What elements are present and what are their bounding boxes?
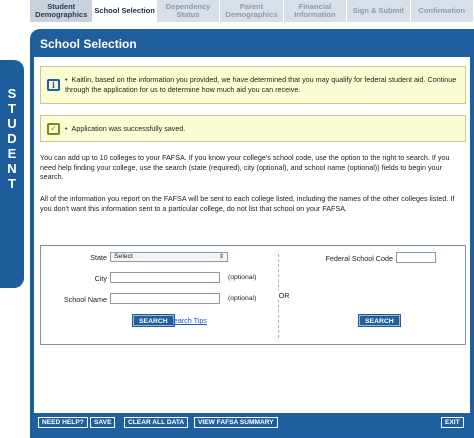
search-tips-link[interactable]: Search Tips <box>169 316 207 325</box>
side-letter: T <box>8 101 16 116</box>
need-help-button[interactable]: NEED HELP? <box>38 417 88 428</box>
tab-parent-demographics[interactable]: Parent Demographics <box>220 0 283 22</box>
federal-school-code-label: Federal School Code <box>325 254 393 263</box>
info-icon: i <box>47 79 60 91</box>
tab-sign-submit[interactable]: Sign & Submit <box>347 0 410 22</box>
clear-all-data-button[interactable]: CLEAR ALL DATA <box>124 417 188 428</box>
search-button[interactable]: SEARCH <box>133 315 174 326</box>
school-name-optional-label: (optional) <box>228 295 257 302</box>
city-optional-label: (optional) <box>228 274 257 281</box>
side-letter: S <box>7 86 17 101</box>
state-select[interactable]: Select ⇕ <box>110 252 228 262</box>
tab-student-demographics[interactable]: Student Demographics <box>30 0 93 22</box>
tab-dependency-status[interactable]: Dependency Status <box>157 0 220 22</box>
school-name-input[interactable] <box>110 293 220 304</box>
state-label: State <box>90 253 107 262</box>
city-label: City <box>94 274 107 283</box>
chevron-updown-icon: ⇕ <box>218 254 224 260</box>
tab-school-selection[interactable]: School Selection <box>93 0 156 22</box>
instructions-paragraph-2: All of the information you report on the FAFSA will be sent to each college listed, including the names of the other colleges listed. If you don't want this information sent to a particular college, do not list that school on your FAFSA. <box>40 194 455 213</box>
student-section-label <box>0 60 24 288</box>
main-frame <box>30 29 474 438</box>
check-icon: ✓ <box>47 123 60 135</box>
progress-tabs <box>30 0 474 22</box>
side-letter: U <box>7 116 17 131</box>
side-letter: N <box>7 161 17 176</box>
federal-school-code-input[interactable] <box>396 252 436 263</box>
city-input[interactable] <box>110 272 220 283</box>
exit-button[interactable]: EXIT <box>441 417 464 428</box>
instructions-paragraph-1: You can add up to 10 colleges to your FAFSA. If you know your college's school code, use the option to the right to search. If you need help finding your college, use the search (state (required), city (optional), and school name (optional)) fields to begin your search. <box>40 153 450 181</box>
save-button[interactable]: SAVE <box>90 417 115 428</box>
tab-financial-information[interactable]: Financial Information <box>284 0 347 22</box>
tab-confirmation[interactable]: Confirmation <box>411 0 474 22</box>
info-message: i • Kaitlin, based on the information you provided, we have determined that you may qualify for federal student aid. Continue through the application for us to determine how much aid you can receive. <box>40 66 466 104</box>
info-message-text: Kaitlin, based on the information you provided, we have determined that you may qualify for federal student aid. Continue through the application for us to determine how much aid you can receive. <box>65 75 457 94</box>
content-panel <box>34 57 470 429</box>
side-letter: D <box>7 131 17 146</box>
saved-message-text: Application was successfully saved. <box>71 123 186 133</box>
page-title: School Selection <box>40 37 137 51</box>
school-search-panel <box>40 245 466 345</box>
side-letter: E <box>7 146 17 161</box>
side-letter: T <box>8 176 16 191</box>
or-label: OR <box>274 291 294 300</box>
footer-bar <box>34 413 470 431</box>
saved-message: ✓ • Application was successfully saved. <box>40 115 466 142</box>
school-name-label: School Name <box>63 295 107 304</box>
code-search-button[interactable]: SEARCH <box>359 315 400 326</box>
view-fafsa-summary-button[interactable]: VIEW FAFSA SUMMARY <box>194 417 278 428</box>
